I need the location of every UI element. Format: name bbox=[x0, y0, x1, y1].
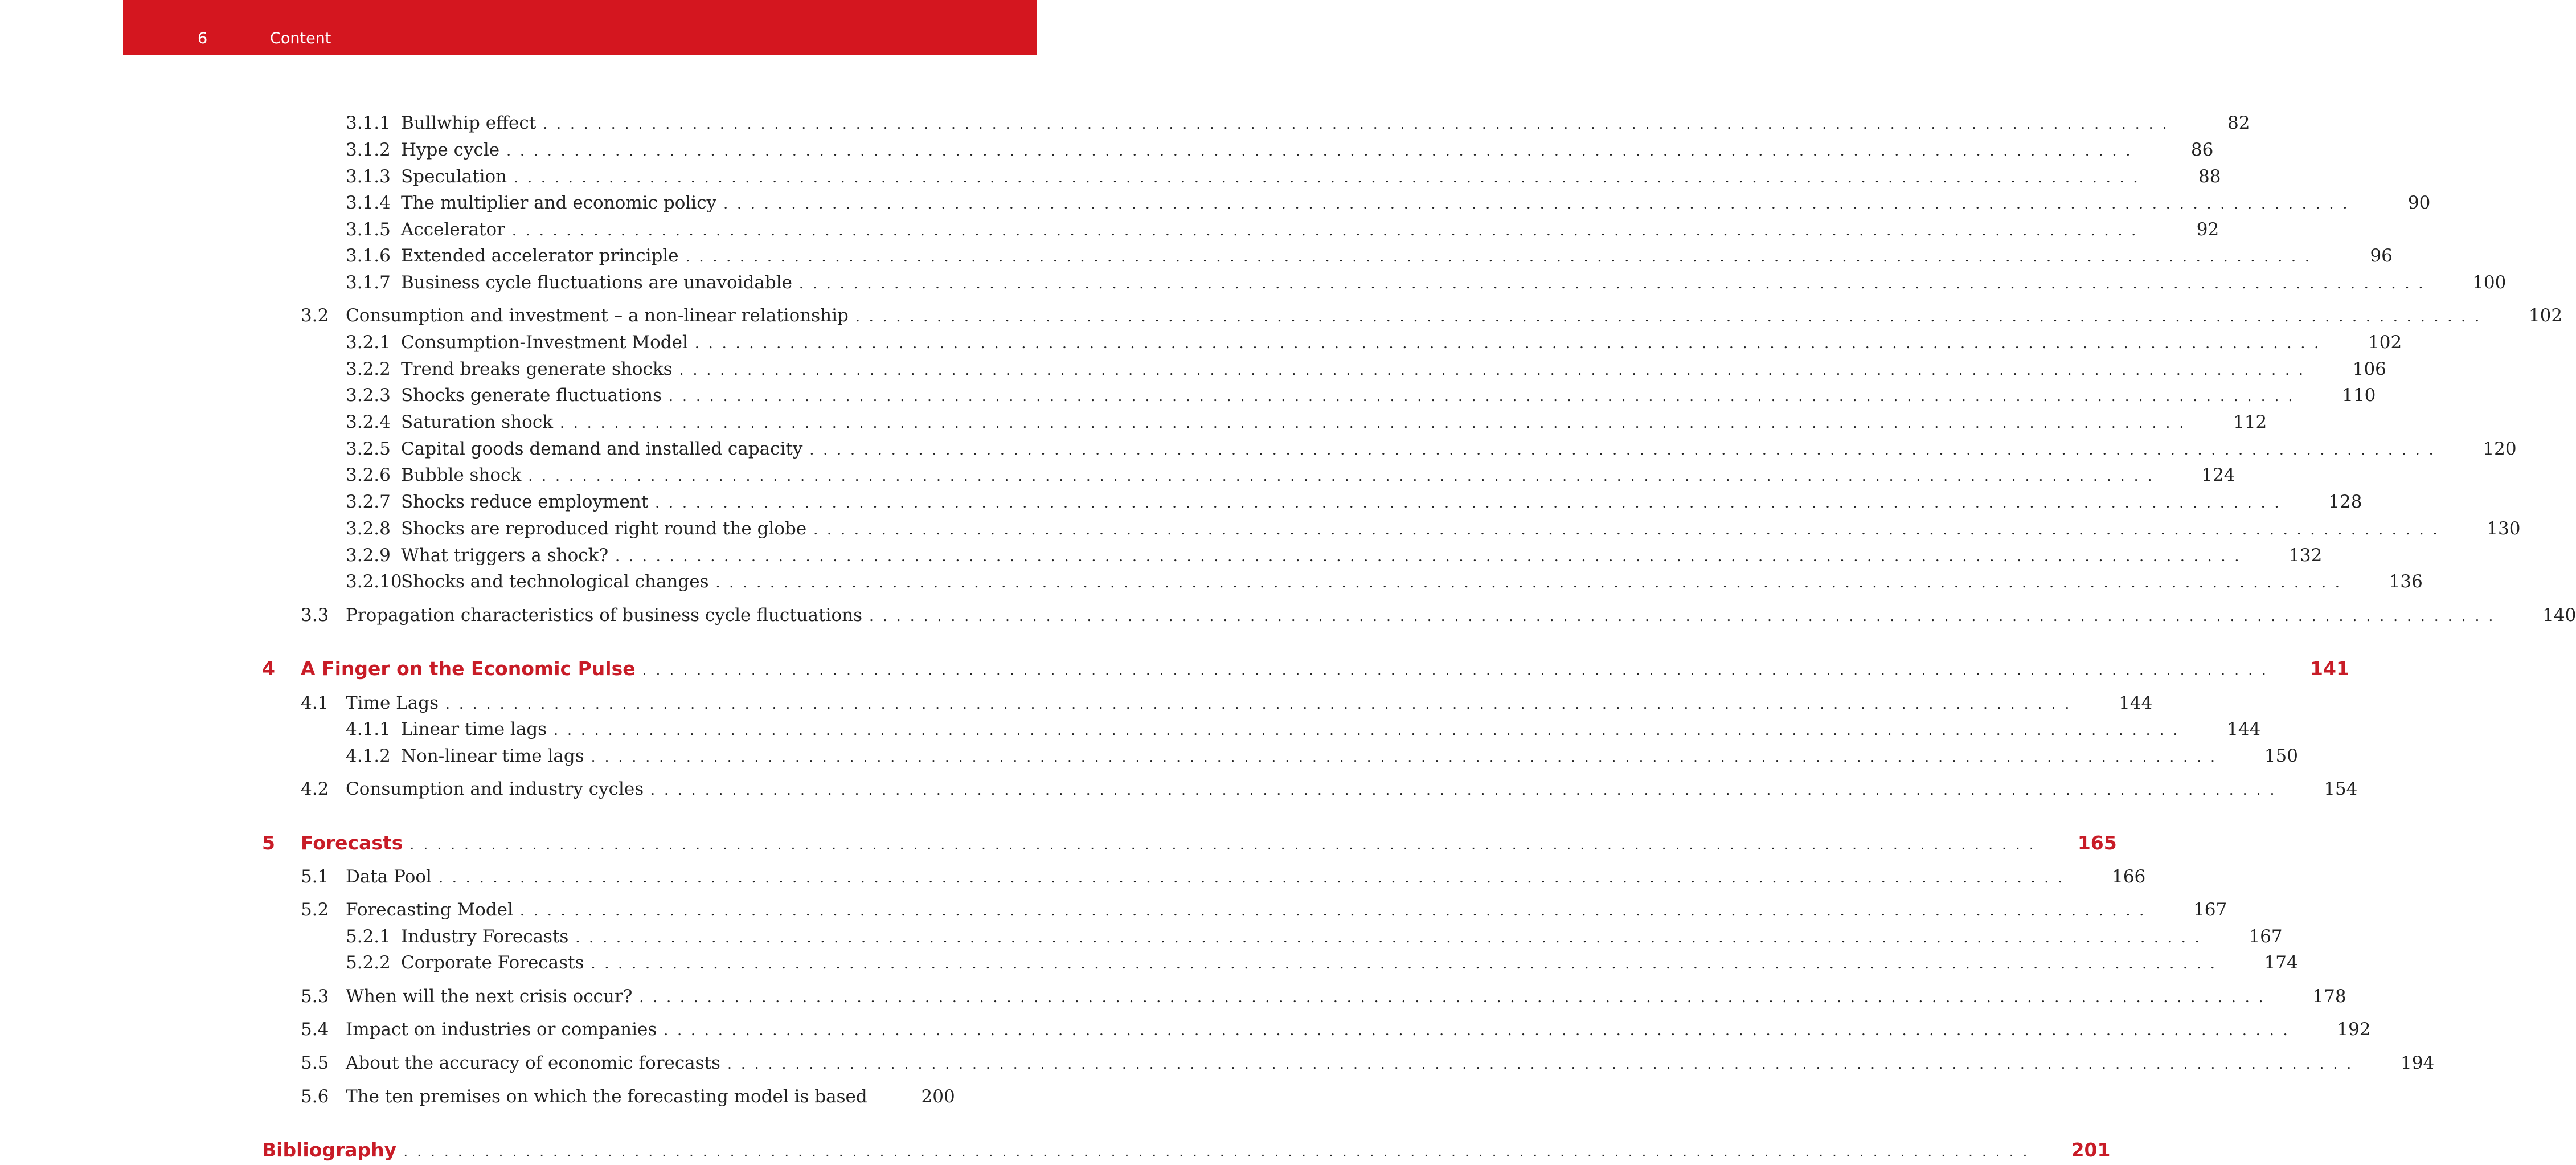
toc-entry-title: Time Lags bbox=[346, 693, 439, 713]
toc-entry[interactable] bbox=[262, 830, 2117, 856]
toc-dot-leader: . . . . . . . . . . . . . . . . . . . . . . . . . . . . . . . . . . . . . . . . . . . . . . . . . . . . . . . . . . . . . . . . . . . . . . . . . . . . . . . . . . . . . . . . . . . . . . . . . . . . . . . . . . . . . . . . . . . . . . . . bbox=[554, 722, 2180, 738]
toc-entry[interactable] bbox=[346, 462, 2235, 488]
toc-entry-number: 3.3 bbox=[301, 605, 329, 626]
toc-entry-title: Capital goods demand and installed capacity bbox=[401, 439, 803, 459]
toc-entry[interactable] bbox=[301, 776, 2358, 802]
toc-dot-leader: . . . . . . . . . . . . . . . . . . . . . . . . . . . . . . . . . . . . . . . . . . . . . . . . . . . . . . . . . . . . . . . . . . . . . . . . . . . . . . . . . . . . . . . . . . . . . . . . . . . . . . . . . . . . . . . . . . . . . . . . bbox=[403, 1143, 2030, 1160]
toc-entry[interactable] bbox=[346, 409, 2267, 435]
toc-entry[interactable] bbox=[262, 656, 2349, 682]
toc-entry-page: 86 bbox=[2190, 140, 2214, 160]
toc-entry[interactable] bbox=[346, 950, 2298, 976]
toc-entry[interactable] bbox=[346, 489, 2362, 515]
toc-dot-leader: . . . . . . . . . . . . . . . . . . . . . . . . . . . . . . . . . . . . . . . . . . . . . . . . . . . . . . . . . . . . . . . . . . . . . . . . . . . . . . . . . . . . . . . . . . . . . . . . . . . . . . . . . . . . . . . . . . . . . . . . bbox=[559, 415, 2186, 431]
toc-entry-page: 100 bbox=[2472, 272, 2507, 293]
header-page-number: 6 bbox=[198, 30, 208, 47]
toc-dot-leader: . . . . . . . . . . . . . . . . . . . . . . . . . . . . . . . . . . . . . . . . . . . . . . . . . . . . . . . . . . . . . . . . . . . . . . . . . . . . . . . . . . . . . . . . . . . . . . . . . . . . . . . . . . . . . . . . . . . . . . . . bbox=[445, 696, 2072, 712]
toc-entry[interactable] bbox=[346, 110, 2250, 136]
toc-dot-leader: . . . . . . . . . . . . . . . . . . . . . . . . . . . . . . . . . . . . . . . . . . . . . . . . . . . . . . . . . . . . . . . . . . . . . . . . . . . . . . . . . . . . . . . . . . . . . . . . . . . . . . . . . . . . . . . . . . . . . . . . bbox=[514, 169, 2140, 186]
toc-dot-leader: . . . . . . . . . . . . . . . . . . . . . . . . . . . . . . . . . . . . . . . . . . . . . . . . . . . . . . . . . . . . . . . . . . . . . . . . . . . . . . . . . . . . . . . . . . . . . . . . . . . . . . . . . . . . . . . . . . . . . . . . bbox=[642, 662, 2268, 678]
toc-entry-page: 194 bbox=[2401, 1053, 2435, 1073]
toc-entry-title: Shocks generate fluctuations bbox=[401, 385, 662, 406]
toc-entry[interactable] bbox=[346, 923, 2283, 950]
header-title: Content bbox=[270, 30, 331, 47]
toc-entry-title: Consumption-Investment Model bbox=[401, 332, 688, 353]
toc-dot-leader: . . . . . . . . . . . . . . . . . . . . . . . . . . . . . . . . . . . . . . . . . . . . . . . . . . . . . . . . . . . . . . . . . . . . . . . . . . . . . . . . . . . . . . . . . . . . . . . . . . . . . . . . . . . . . . . . . . . . . . . . bbox=[543, 116, 2169, 132]
toc-entry-title: Consumption and investment – a non-linear relationship bbox=[346, 305, 849, 326]
toc-entry-number: 5.2.2 bbox=[346, 953, 391, 973]
toc-entry-title: Saturation shock bbox=[401, 412, 553, 432]
toc-entry-page: 167 bbox=[2193, 900, 2227, 920]
toc-entry[interactable] bbox=[301, 897, 2227, 923]
toc-dot-leader: . . . . . . . . . . . . . . . . . . . . . . . . . . . . . . . . . . . . . . . . . . . . . . . . . . . . . . . . . . . . . . . . . . . . . . . . . . . . . . . . . . . . . . . . . . . . . . . . . . . . . . . . . . . . . . . . . . . . . . . . bbox=[685, 248, 2312, 265]
toc-entry-page: 150 bbox=[2264, 746, 2298, 766]
toc-entry-number: 3.2.7 bbox=[346, 492, 391, 512]
toc-entry-number: 5.1 bbox=[301, 866, 329, 887]
toc-dot-leader: . . . . . . . . . . . . . . . . . . . . . . . . . . . . . . . . . . . . . . . . . . . . . . . . . . . . . . . . . . . . . . . . . . . . . . . . . . . . . . . . . . . . . . . . . . . . . . . . . . . . . . . . . . . . . . . . . . . . . . . . bbox=[809, 442, 2436, 458]
toc-entry-number: 4 bbox=[262, 657, 275, 680]
toc-entry-number: 3.2.6 bbox=[346, 465, 391, 485]
toc-entry-number: 5.5 bbox=[301, 1053, 329, 1073]
toc-entry-page: 167 bbox=[2249, 926, 2283, 947]
toc-entry-page: 192 bbox=[2337, 1019, 2371, 1040]
toc-entry-page: 141 bbox=[2310, 657, 2349, 680]
toc-dot-leader: . . . . . . . . . . . . . . . . . . . . . . . . . . . . . . . . . . . . . . . . . . . . . . . . . . . . . . . . . . . . . . . . . . . . . . . . . . . . . . . . . . . . . . . . . . . . . . . . . . . . . . . . . . . . . . . . . . . . . . . . bbox=[639, 989, 2266, 1005]
toc-entry-page: 136 bbox=[2389, 571, 2423, 592]
toc-entry-page: 102 bbox=[2528, 305, 2563, 326]
toc-entry-page: 166 bbox=[2112, 866, 2146, 887]
toc-entry-page: 120 bbox=[2483, 439, 2517, 459]
toc-entry-page: 144 bbox=[2227, 719, 2261, 739]
toc-entry-title: Bibliography bbox=[262, 1139, 397, 1161]
toc-entry[interactable] bbox=[301, 1050, 2435, 1076]
toc-entry-page: 112 bbox=[2233, 412, 2267, 432]
toc-entry-title: Extended accelerator principle bbox=[401, 246, 679, 266]
toc-entry[interactable] bbox=[346, 436, 2517, 462]
toc-entry-title: Impact on industries or companies bbox=[346, 1019, 657, 1040]
toc-dot-leader: . . . . . . . . . . . . . . . . . . . . . . . . . . . . . . . . . . . . . . . . . . . . . . . . . . . . . . . . . . . . . . . . . . . . . . . . . . . . . . . . . . . . . . . . . . . . . . . . . . . . . . . . . . . . . . . . . . . . . . . . bbox=[813, 521, 2440, 538]
toc-entry-number: 3.2 bbox=[301, 305, 329, 326]
toc-dot-leader: . . . . . . . . . . . . . . . . . . . . . . . . . . . . . . . . . . . . . . . . . . . . . . . . . . . . . . . . . . . . . . . . . . . . . . . . . . . . . . . . . . . . . . . . . . . . . . . . . . . . . . . . . . . . . . . . . . . . . . . . bbox=[591, 749, 2217, 765]
toc-entry-page: 96 bbox=[2370, 246, 2393, 266]
toc-dot-leader: . . . . . . . . . . . . . . . . . . . . . . . . . . . . . . . . . . . . . . . . . . . . . . . . . . . . . . . . . . . . . . . . . . . . . . . . . . . . . . . . . . . . . . . . . . . . . . . . . . . . . . . . . . . . . . . . . . . . . . . . bbox=[438, 869, 2065, 886]
toc-entry-title: Bullwhip effect bbox=[401, 113, 537, 133]
toc-dot-leader: . . . . . . . . . . . . . . . . . . . . . . . . . . . . . . . . . . . . . . . . . . . . . . . . . . . . . . . . . . . . . . . . . . . . . . . . . . . . . . . . . . . . . . . . . . . . . . . . . . . . . . . . . . . . . . . . . . . . . . . . bbox=[664, 1022, 2290, 1039]
toc-entry-title: Shocks and technological changes bbox=[401, 571, 709, 592]
toc-entry[interactable] bbox=[346, 190, 2431, 216]
toc-entry-title: What triggers a shock? bbox=[401, 545, 609, 566]
toc-entry[interactable] bbox=[346, 356, 2386, 382]
toc-entry[interactable] bbox=[346, 163, 2221, 190]
toc-entry[interactable] bbox=[346, 716, 2261, 742]
toc-dot-leader: . . . . . . . . . . . . . . . . . . . . . . . . . . . . . . . . . . . . . . . . . . . . . . . . . . . . . . . . . . . . . . . . . . . . . . . . . . . . . . . . . . . . . . . . . . . . . . . . . . . . . . . . . . . . . . . . . . . . . . . . bbox=[519, 902, 2147, 919]
toc-entry-page: 178 bbox=[2312, 986, 2346, 1007]
toc-dot-leader: . . . . . . . . . . . . . . . . . . . . . . . . . . . . . . . . . . . . . . . . . . . . . . . . . . . . . . . . . . . . . . . . . . . . . . . . . . . . . . . . . . . . . . . . . . . . . . . . . . . . . . . . . . . . . . . . . . . . . . . . bbox=[650, 782, 2277, 798]
toc-entry-title: Linear time lags bbox=[401, 719, 547, 739]
toc-dot-leader: . . . . . . . . . . . . . . . . . . . . . . . . . . . . . . . . . . . . . . . . . . . . . . . . . . . . . . . . . . . . . . . . . . . . . . . . . . . . . . . . . . . . . . . . . . . . . . . . . . . . . . . . . . . . . . . . . . . . . . . . bbox=[409, 836, 2036, 853]
toc-dot-leader: . . . . . . . . . . . . . . . . . . . . . . . . . . . . . . . . . . . . . . . . . . . . . . . . . . . . . . . . . . . . . . . . . . . . . . . . . . . . . . . . . . . . . . . . . . . . . . . . . . . . . . . . . . . . . . . . . . . . . . . . bbox=[869, 608, 2496, 624]
toc-entry[interactable] bbox=[346, 269, 2507, 296]
toc-entry-page: 174 bbox=[2264, 953, 2298, 973]
toc-entry-title: Accelerator bbox=[401, 219, 505, 240]
toc-entry-number: 5.3 bbox=[301, 986, 329, 1007]
toc-dot-leader: . . . . . . . . . . . . . . . . . . . . . . . . . . . . . . . . . . . . . . . . . . . . . . . . . . . . . . . . . . . . . . . . . . . . . . . . . . . . . . . . . . . . . . . . . . . . . . . . . . . . . . . . . . . . . . . . . . . . . . . . bbox=[855, 308, 2482, 325]
toc-entry-title: Shocks are reproduced right round the globe bbox=[401, 518, 807, 539]
toc-entry-number: 3.2.5 bbox=[346, 439, 391, 459]
toc-entry[interactable] bbox=[301, 303, 2563, 329]
toc-dot-leader: . . . . . . . . . . . . . . . . . . . . . . . . . . . . . . . . . . . . . . . . . . . . . . . . . . . . . . . . . . . . . . . . . . . . . . . . . . . . . . . . . . . . . . . . . . . . . . . . . . . . . . . . . . . . . . . . . . . . . . . . bbox=[679, 362, 2305, 378]
toc-entry-title: Propagation characteristics of business cycle fluctuations bbox=[346, 605, 863, 626]
toc-entry[interactable] bbox=[346, 137, 2214, 163]
toc-entry[interactable] bbox=[346, 542, 2323, 569]
toc-entry-number: 3.2.8 bbox=[346, 518, 391, 539]
toc-entry-number: 3.2.3 bbox=[346, 385, 391, 406]
toc-entry-number: 3.1.3 bbox=[346, 166, 391, 187]
toc-entry[interactable] bbox=[301, 690, 2153, 716]
toc-entry[interactable] bbox=[301, 1016, 2371, 1043]
toc-entry-page: 92 bbox=[2196, 219, 2219, 240]
toc-entry-page: 200 bbox=[921, 1086, 955, 1107]
toc-entry-number: 3.1.5 bbox=[346, 219, 391, 240]
toc-entry-title: The ten premises on which the forecasting model is based bbox=[346, 1086, 867, 1107]
toc-entry-page: 128 bbox=[2328, 492, 2362, 512]
toc-entry-page: 82 bbox=[2227, 113, 2250, 133]
toc-entry-title: Corporate Forecasts bbox=[401, 953, 584, 973]
toc-entry-number: 3.2.4 bbox=[346, 412, 391, 432]
toc-entry-title: Forecasts bbox=[301, 832, 403, 854]
toc-entry-number: 3.2.10 bbox=[346, 571, 402, 592]
toc-entry-title: Hype cycle bbox=[401, 140, 500, 160]
toc-entry-number: 3.2.1 bbox=[346, 332, 391, 353]
toc-entry-title: Forecasting Model bbox=[346, 900, 513, 920]
toc-entry[interactable] bbox=[346, 569, 2423, 595]
toc-entry-page: 132 bbox=[2288, 545, 2323, 566]
toc-entry-page: 102 bbox=[2368, 332, 2402, 353]
toc-dot-leader: . . . . . . . . . . . . . . . . . . . . . . . . . . . . . . . . . . . . . . . . . . . . . . . . . . . . . . . . . . . . . . . . . . . . . . . . . . . . . . . . . . . . . . . . . . . . . . . . . . . . . . . . . . . . . . . . . . . . . . . . bbox=[799, 275, 2426, 292]
toc-entry-number: 5 bbox=[262, 832, 275, 854]
toc-entry[interactable] bbox=[346, 382, 2376, 408]
toc-dot-leader: . . . . . . . . . . . . . . . . . . . . . . . . . . . . . . . . . . . . . . . . . . . . . . . . . . . . . . . . . . . . . . . . . . . . . . . . . . . . . . . . . . . . . . . . . . . . . . . . . . . . . . . . . . . . . . . . . . . . . . . . bbox=[506, 142, 2133, 159]
toc-entry[interactable] bbox=[346, 243, 2393, 269]
toc-entry-title: Speculation bbox=[401, 166, 507, 187]
toc-dot-leader: . . . . . . . . . . . . . . . . . . . . . . . . . . . . . . . . . . . . . . . . . . . . . . . . . . . . . . . . . . . . . . . . . . . . . . . . . . . . . . . . . . . . . . . . . . . . . . . . . . . . . . . . . . . . . . . . . . . . . . . . bbox=[591, 955, 2217, 972]
toc-entry-page: 140 bbox=[2542, 605, 2576, 626]
toc-entry-page: 130 bbox=[2487, 518, 2521, 539]
toc-entry[interactable] bbox=[301, 1084, 953, 1110]
toc-entry-title: Industry Forecasts bbox=[401, 926, 569, 947]
toc-entry-title: Bubble shock bbox=[401, 465, 522, 485]
toc-entry-title: When will the next crisis occur? bbox=[346, 986, 633, 1007]
toc-entry-number: 3.2.2 bbox=[346, 359, 391, 379]
toc-entry-number: 3.1.1 bbox=[346, 113, 391, 133]
toc-dot-leader: . . . . . . . . . . . . . . . . . . . . . . . . . . . . . . . . . . . . . . . . . . . . . . . . . . . . . . . . . . . . . . . . . . . . . . . . . . . . . . . . . . . . . . . . . . . . . . . . . . . . . . . . . . . . . . . . . . . . . . . . bbox=[528, 468, 2155, 484]
toc-entry-number: 3.1.4 bbox=[346, 193, 391, 213]
toc-entry[interactable] bbox=[301, 602, 2576, 628]
toc-dot-leader: . . . . . . . . . . . . . . . . . . . . . . . . . . . . . . . . . . . . . . . . . . . . . . . . . . . . . . . . . . . . . . . . . . . . . . . . . . . . . . . . . . . . . . . . . . . . . . . . . . . . . . . . . . . . . . . . . . . . . . . . bbox=[694, 335, 2321, 351]
toc-entry[interactable] bbox=[301, 983, 2346, 1009]
toc-entry-page: 88 bbox=[2198, 166, 2221, 187]
toc-entry-number: 5.6 bbox=[301, 1086, 329, 1107]
toc-entry-page: 144 bbox=[2119, 693, 2153, 713]
toc-entry-number: 5.4 bbox=[301, 1019, 329, 1040]
toc-entry-number: 3.1.7 bbox=[346, 272, 391, 293]
toc-entry-number: 3.1.6 bbox=[346, 246, 391, 266]
toc-entry[interactable] bbox=[346, 216, 2219, 243]
toc-entry-number: 5.2.1 bbox=[346, 926, 391, 947]
toc-entry-title: The multiplier and economic policy bbox=[401, 193, 717, 213]
toc-dot-leader: . . . . . . . . . . . . . . . . . . . . . . . . . . . . . . . . . . . . . . . . . . . . . . . . . . . . . . . . . . . . . . . . . . . . . . . . . . . . . . . . . . . . . . . . . . . . . . . . . . . . . . . . . . . . . . . . . . . . . . . . bbox=[669, 388, 2295, 404]
toc-entry-title: Trend breaks generate shocks bbox=[401, 359, 673, 379]
toc-entry[interactable] bbox=[346, 516, 2521, 542]
toc-entry-page: 106 bbox=[2352, 359, 2386, 379]
toc-entry-title: A Finger on the Economic Pulse bbox=[301, 657, 636, 680]
toc-entry-title: Shocks reduce employment bbox=[401, 492, 649, 512]
toc-entry-title: Consumption and industry cycles bbox=[346, 779, 644, 799]
toc-entry-page: 90 bbox=[2407, 193, 2431, 213]
toc-entry-title: Data Pool bbox=[346, 866, 432, 887]
toc-entry-page: 201 bbox=[2071, 1139, 2111, 1161]
toc-dot-leader: . . . . . . . . . . . . . . . . . . . . . . . . . . . . . . . . . . . . . . . . . . . . . . . . . . . . . . . . . . . . . . . . . . . . . . . . . . . . . . . . . . . . . . . . . . . . . . . . . . . . . . . . . . . . . . . . . . . . . . . . bbox=[615, 548, 2242, 565]
toc-entry-title: Business cycle fluctuations are unavoidable bbox=[401, 272, 793, 293]
toc-entry-number: 4.2 bbox=[301, 779, 329, 799]
toc-entry[interactable] bbox=[301, 864, 2146, 890]
toc-entry-number: 4.1.2 bbox=[346, 746, 391, 766]
toc-entry-title: Non-linear time lags bbox=[401, 746, 584, 766]
toc-entry-number: 3.2.9 bbox=[346, 545, 391, 566]
toc-entry[interactable] bbox=[262, 1137, 2111, 1163]
toc-entry-number: 5.2 bbox=[301, 900, 329, 920]
toc-entry-number: 3.1.2 bbox=[346, 140, 391, 160]
toc-entry[interactable] bbox=[346, 329, 2402, 355]
toc-entry-page: 154 bbox=[2324, 779, 2358, 799]
toc-dot-leader: . . . . . . . . . . . . . . . . . . . . . . . . . . . . . . . . . . . . . . . . . . . . . . . . . . . . . . . . . . . . . . . . . . . . . . . . . . . . . . . . . . . . . . . . . . . . . . . . . . . . . . . . . . . . . . . . . . . . . . . . bbox=[715, 574, 2342, 591]
toc-dot-leader: . . . . . . . . . . . . . . . . . . . . . . . . . . . . . . . . . . . . . . . . . . . . . . . . . . . . . . . . . . . . . . . . . . . . . . . . . . . . . . . . . . . . . . . . . . . . . . . . . . . . . . . . . . . . . . . . . . . . . . . . bbox=[727, 1056, 2354, 1072]
toc-entry-page: 110 bbox=[2342, 385, 2376, 406]
toc-dot-leader: . . . . . . . . . . . . . . . . . . . . . . . . . . . . . . . . . . . . . . . . . . . . . . . . . . . . . . . . . . . . . . . . . . . . . . . . . . . . . . . . . . . . . . . . . . . . . . . . . . . . . . . . . . . . . . . . . . . . . . . . bbox=[655, 494, 2282, 511]
toc-entry-page: 165 bbox=[2077, 832, 2117, 854]
toc-entry[interactable] bbox=[346, 743, 2298, 769]
toc-entry-title: About the accuracy of economic forecasts bbox=[346, 1053, 720, 1073]
toc-dot-leader: . . . . . . . . . . . . . . . . . . . . . . . . . . . . . . . . . . . . . . . . . . . . . . . . . . . . . . . . . . . . . . . . . . . . . . . . . . . . . . . . . . . . . . . . . . . . . . . . . . . . . . . . . . . . . . . . . . . . . . . . bbox=[575, 929, 2202, 946]
toc-entry-number: 4.1.1 bbox=[346, 719, 391, 739]
toc-dot-leader: . . . . . . . . . . . . . . . . . . . . . . . . . . . . . . . . . . . . . . . . . . . . . . . . . . . . . . . . . . . . . . . . . . . . . . . . . . . . . . . . . . . . . . . . . . . . . . . . . . . . . . . . . . . . . . . . . . . . . . . . bbox=[511, 222, 2139, 239]
toc-entry-page: 124 bbox=[2201, 465, 2235, 485]
toc-entry-number: 4.1 bbox=[301, 693, 329, 713]
toc-dot-leader: . . . . . . . . . . . . . . . . . . . . . . . . . . . . . . . . . . . . . . . . . . . . . . . . . . . . . . . . . . . . . . . . . . . . . . . . . . . . . . . . . . . . . . . . . . . . . . . . . . . . . . . . . . . . . . . . . . . . . . . . bbox=[723, 195, 2350, 212]
